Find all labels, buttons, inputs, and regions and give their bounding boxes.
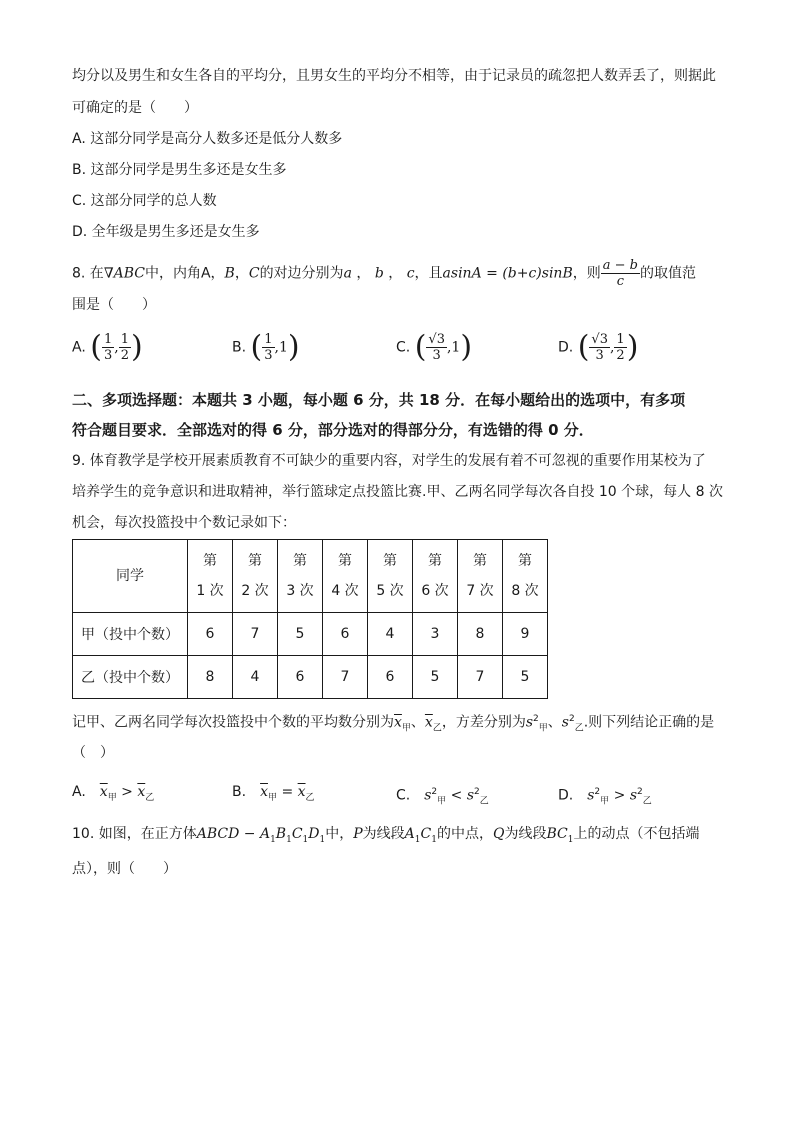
table-header-label: 同学: [73, 540, 188, 613]
table-header-cell: 第 1 次: [188, 540, 233, 613]
q7-option-c: C. 这部分同学的总人数: [72, 193, 217, 209]
table-header-cell: 第 6 次: [413, 540, 458, 613]
table-cell: 5: [503, 656, 548, 699]
table-cell: 4: [368, 613, 413, 656]
q7-option-d: D. 全年级是男生多还是女生多: [72, 224, 260, 240]
q8-triangle: ∇ABC: [103, 265, 145, 282]
q8-stem-line1: 8. 在∇ABC中，内角A，B，C的对边分别为a ， b ， c，且asinA = (b+c)sinB，则 $\frac{a - b}{c}$ 的取值范: [72, 258, 696, 289]
table-row: [73, 656, 548, 699]
q8-side-c: c: [406, 265, 415, 282]
q7-option-b: B. 这部分同学是男生多还是女生多: [72, 162, 287, 178]
table-header-cell: 第 8 次: [503, 540, 548, 613]
q8-stem-line2: 围是（ ）: [72, 297, 156, 313]
table-row: [73, 613, 548, 656]
table-cell: 8: [188, 656, 233, 699]
q8-text: 中，内角A，: [144, 265, 225, 282]
q9-option-a: A. $\overline{x}_甲 > \overline{x}_乙$: [72, 784, 155, 803]
q8-text: ，则: [572, 265, 601, 282]
q8-text: 的取值范: [639, 265, 696, 282]
table-header-cell: 第 7 次: [458, 540, 503, 613]
q9-after-line2: （ ）: [72, 745, 114, 761]
q8-equation: asinA = (b+c)sinB: [442, 265, 573, 282]
table-header-cell: 第 4 次: [323, 540, 368, 613]
q7-option-a: A. 这部分同学是高分人数多还是低分人数多: [72, 131, 343, 147]
table-cell: 5: [413, 656, 458, 699]
q10-stem-line1: 10. 如图，在正方体ABCD − $A_1B_1C_1D_1$中，P为线段$A_1C_1$的中点，Q为线段$BC_1$上的动点（不包括端: [72, 826, 700, 845]
q8-angle-c: C: [248, 265, 260, 282]
table-header-cell: 第 5 次: [368, 540, 413, 613]
q8-comma: ，: [234, 265, 249, 282]
table-cell: 6: [188, 613, 233, 656]
table-cell: 5: [278, 613, 323, 656]
row-label-yi: 乙（投中个数）: [73, 656, 188, 699]
q7-text-line1: 均分以及男生和女生各自的平均分，且男女生的平均分不相等，由于记录员的疏忽把人数弄丢了，则据此: [72, 68, 716, 84]
q8-text: 的对边分别为: [259, 265, 344, 282]
q9-option-d: D. $s^2_甲 > s^2_乙$: [558, 787, 652, 807]
q8-option-b: B. ( $\frac{1}{3}$ ,1): [232, 329, 300, 365]
q8-text: ，且: [414, 265, 443, 282]
table-header-cell: 第 2 次: [233, 540, 278, 613]
q8-option-a: A. ( $\frac{1}{3}$ , $\frac{1}{2}$ ): [72, 329, 143, 365]
table-header-row: [73, 540, 548, 613]
q8-side-b: b: [374, 265, 384, 282]
q8-option-c: C. ( $\frac{√3}{3}$ ,1): [396, 329, 473, 365]
q9-score-table: [72, 539, 548, 699]
table-cell: 7: [323, 656, 368, 699]
q8-side-a: a: [343, 265, 352, 282]
q8-fraction: $\frac{a - b}{c}$: [602, 258, 638, 289]
table-cell: 3: [413, 613, 458, 656]
q9-option-c: C. $s^2_甲 < s^2_乙$: [396, 787, 489, 807]
table-cell: 4: [233, 656, 278, 699]
table-header-cell: 第 3 次: [278, 540, 323, 613]
q9-after-line1: 记甲、乙两名同学每次投篮投中个数的平均数分别为$\overline{x}_甲$、$\overline{x}_乙$，方差分别为$s^2_甲$、$s^2_乙$.则下列结论正确的是: [72, 714, 715, 734]
table-cell: 9: [503, 613, 548, 656]
table-cell: 8: [458, 613, 503, 656]
row-label-jia: 甲（投中个数）: [73, 613, 188, 656]
table-cell: 6: [368, 656, 413, 699]
q10-stem-line2: 点），则（ ）: [72, 861, 177, 877]
section2-heading-line2: 符合题目要求．全部选对的得 6 分，部分选对的得部分分，有选错的得 0 分．: [72, 421, 594, 439]
q8-option-d: D. ( $\frac{√3}{3}$ , $\frac{1}{2}$ ): [558, 329, 639, 365]
q7-text-line2: 可确定的是（ ）: [72, 100, 198, 116]
q9-stem-line2: 培养学生的竞争意识和进取精神，举行篮球定点投篮比赛.甲、乙两名同学每次各自投 10 个球，每人 8 次: [72, 484, 723, 500]
table-cell: 7: [458, 656, 503, 699]
q8-prefix: 8. 在: [72, 265, 104, 282]
q9-stem-line1: 9. 体育教学是学校开展素质教育不可缺少的重要内容，对学生的发展有着不可忽视的重要作用某校为了: [72, 453, 706, 469]
q8-angle-b: B: [224, 265, 235, 282]
table-cell: 7: [233, 613, 278, 656]
table-cell: 6: [278, 656, 323, 699]
section2-heading-line1: 二、多项选择题：本题共 3 小题，每小题 6 分，共 18 分．在每小题给出的选项中，有多项: [72, 391, 686, 409]
q9-stem-line3: 机会，每次投篮投中个数记录如下：: [72, 515, 296, 531]
table-cell: 6: [323, 613, 368, 656]
q9-option-b: B. $\overline{x}_甲 = \overline{x}_乙$: [232, 784, 315, 803]
